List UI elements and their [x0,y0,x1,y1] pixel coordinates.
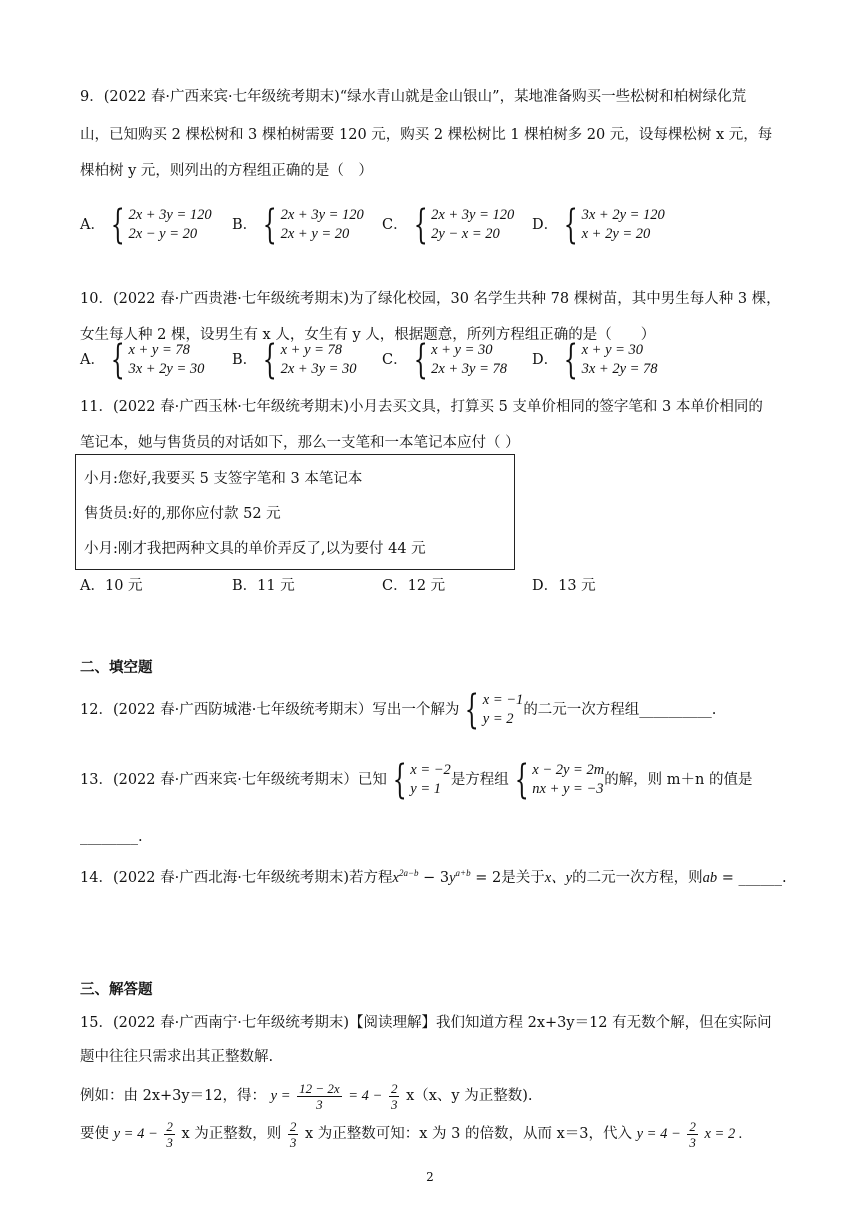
answer-blank[interactable]: ________. [80,829,143,845]
fraction: $\frac{12 - 2x}{3}$ [299,1080,340,1112]
q9-option-d[interactable]: D． { 3x + 2y = 120 x + 2y = 20 [532,202,665,248]
q11-line-1: 11．(2022 春·广西玉林·七年级统考期末)小月去买文具，打算买 5 支单价相同的签字笔和 3 本单价相同的 [80,399,763,415]
brace-icon: { [110,202,125,248]
q15-example: 例如：由 2x+3y＝12，得： y = $\frac{12 - 2x}{3}$ = 4 − $\frac{2}{3}$ x（x、y 为正整数). [80,1080,533,1112]
page-number: 2 [426,1170,434,1184]
q13: 13．(2022 春·广西来宾·七年级统考期末）已知 { x = −2 y = 1 是方程组 { x − 2y = 2m nx + y = −3 的解，则 m＋n 的值是 [80,757,753,803]
q9-option-b[interactable]: B． { 2x + 3y = 120 2x + y = 20 [232,202,364,248]
q12: 12．(2022 春·广西防城港·七年级统考期末）写出一个解为 { x = −1 y = 2 的二元一次方程组__________. [80,687,717,733]
q11-line-2: 笔记本，她与售货员的对话如下，那么一支笔和一本笔记本应付（ ） [80,435,520,451]
q14: 14．(2022 春·广西北海·七年级统考期末)若方程$x^{2a-b} - 3y^{a+b} = 2$是关于x、y的二元一次方程，则ab = ______. [80,868,787,886]
q9-line-1: 9．(2022 春·广西来宾·七年级统考期末)“绿水青山就是金山银山”，某地准备购买一些松树和柏树绿化荒 [80,89,747,105]
dialog-line: 小月:您好,我要买 5 支签字笔和 3 本笔记本 [84,471,363,487]
answer-blank[interactable]: 的二元一次方程组__________. [523,702,717,718]
q9-option-c[interactable]: C． { 2x + 3y = 120 2y − x = 20 [382,202,515,248]
q11-option-d[interactable]: D．13 元 [532,578,596,594]
dialog-line: 售货员:好的,那你应付款 52 元 [84,506,281,522]
fraction: $\frac{2}{3}$ [166,1118,173,1150]
brace-icon: { [262,337,277,383]
q9-option-a[interactable]: A． { 2x + 3y = 120 2x − y = 20 [80,202,212,248]
section-heading-answer: 三、解答题 [80,981,153,998]
brace-icon: { [392,757,407,803]
brace-icon: { [110,337,125,383]
q15-line-1: 15．(2022 春·广西南宁·七年级统考期末)【阅读理解】我们知道方程 2x+3y＝12 有无数个解，但在实际问 [80,1015,772,1031]
brace-icon: { [262,202,277,248]
q15-line-4: 要使 y = 4 − $\frac{2}{3}$ x 为正整数，则 $\frac{2}{3}$ x 为正整数可知：x 为 3 的倍数，从而 x＝3，代入 y = 4 − $\frac{2}{3}$ x = 2 . [80,1118,743,1150]
q9-line-3: 棵柏树 y 元，则列出的方程组正确的是（ ） [80,163,373,179]
q11-option-b[interactable]: B．11 元 [232,578,295,594]
fraction: $\frac{2}{3}$ [689,1118,696,1150]
fraction: $\frac{2}{3}$ [390,1080,398,1112]
q10-line-2: 女生每人种 2 棵，设男生有 x 人，女生有 y 人，根据题意，所列方程组正确的是（ ） [80,327,656,343]
brace-icon: { [514,757,529,803]
q9-line-2: 山，已知购买 2 棵松树和 3 棵柏树需要 120 元，购买 2 棵松树比 1 棵柏树多 20 元，设每棵松树 x 元，每 [80,127,773,143]
q10-option-b[interactable]: B． { x + y = 78 2x + 3y = 30 [232,337,357,383]
brace-icon: { [413,202,428,248]
dialog-box [75,454,515,570]
brace-icon: { [465,687,480,733]
q10-option-c[interactable]: C． { x + y = 30 2x + 3y = 78 [382,337,508,383]
q10-option-a[interactable]: A． { x + y = 78 3x + 2y = 30 [80,337,205,383]
brace-icon: { [413,337,428,383]
section-heading-fill-in: 二、填空题 [80,659,153,676]
q10-line-1: 10．(2022 春·广西贵港·七年级统考期末)为了绿化校园，30 名学生共种 78 棵树苗，其中男生每人种 3 棵， [80,291,781,307]
q11-option-c[interactable]: C．12 元 [382,578,446,594]
q10-option-d[interactable]: D． { x + y = 30 3x + 2y = 78 [532,337,658,383]
q15-line-2: 题中往往只需求出其正整数解. [80,1049,274,1065]
brace-icon: { [563,202,578,248]
answer-blank[interactable]: = ______. [721,869,787,886]
dialog-line: 小月:刚才我把两种文具的单价弄反了,以为要付 44 元 [84,541,426,557]
fraction: $\frac{2}{3}$ [289,1118,297,1150]
brace-icon: { [563,337,578,383]
q11-option-a[interactable]: A．10 元 [80,578,143,594]
